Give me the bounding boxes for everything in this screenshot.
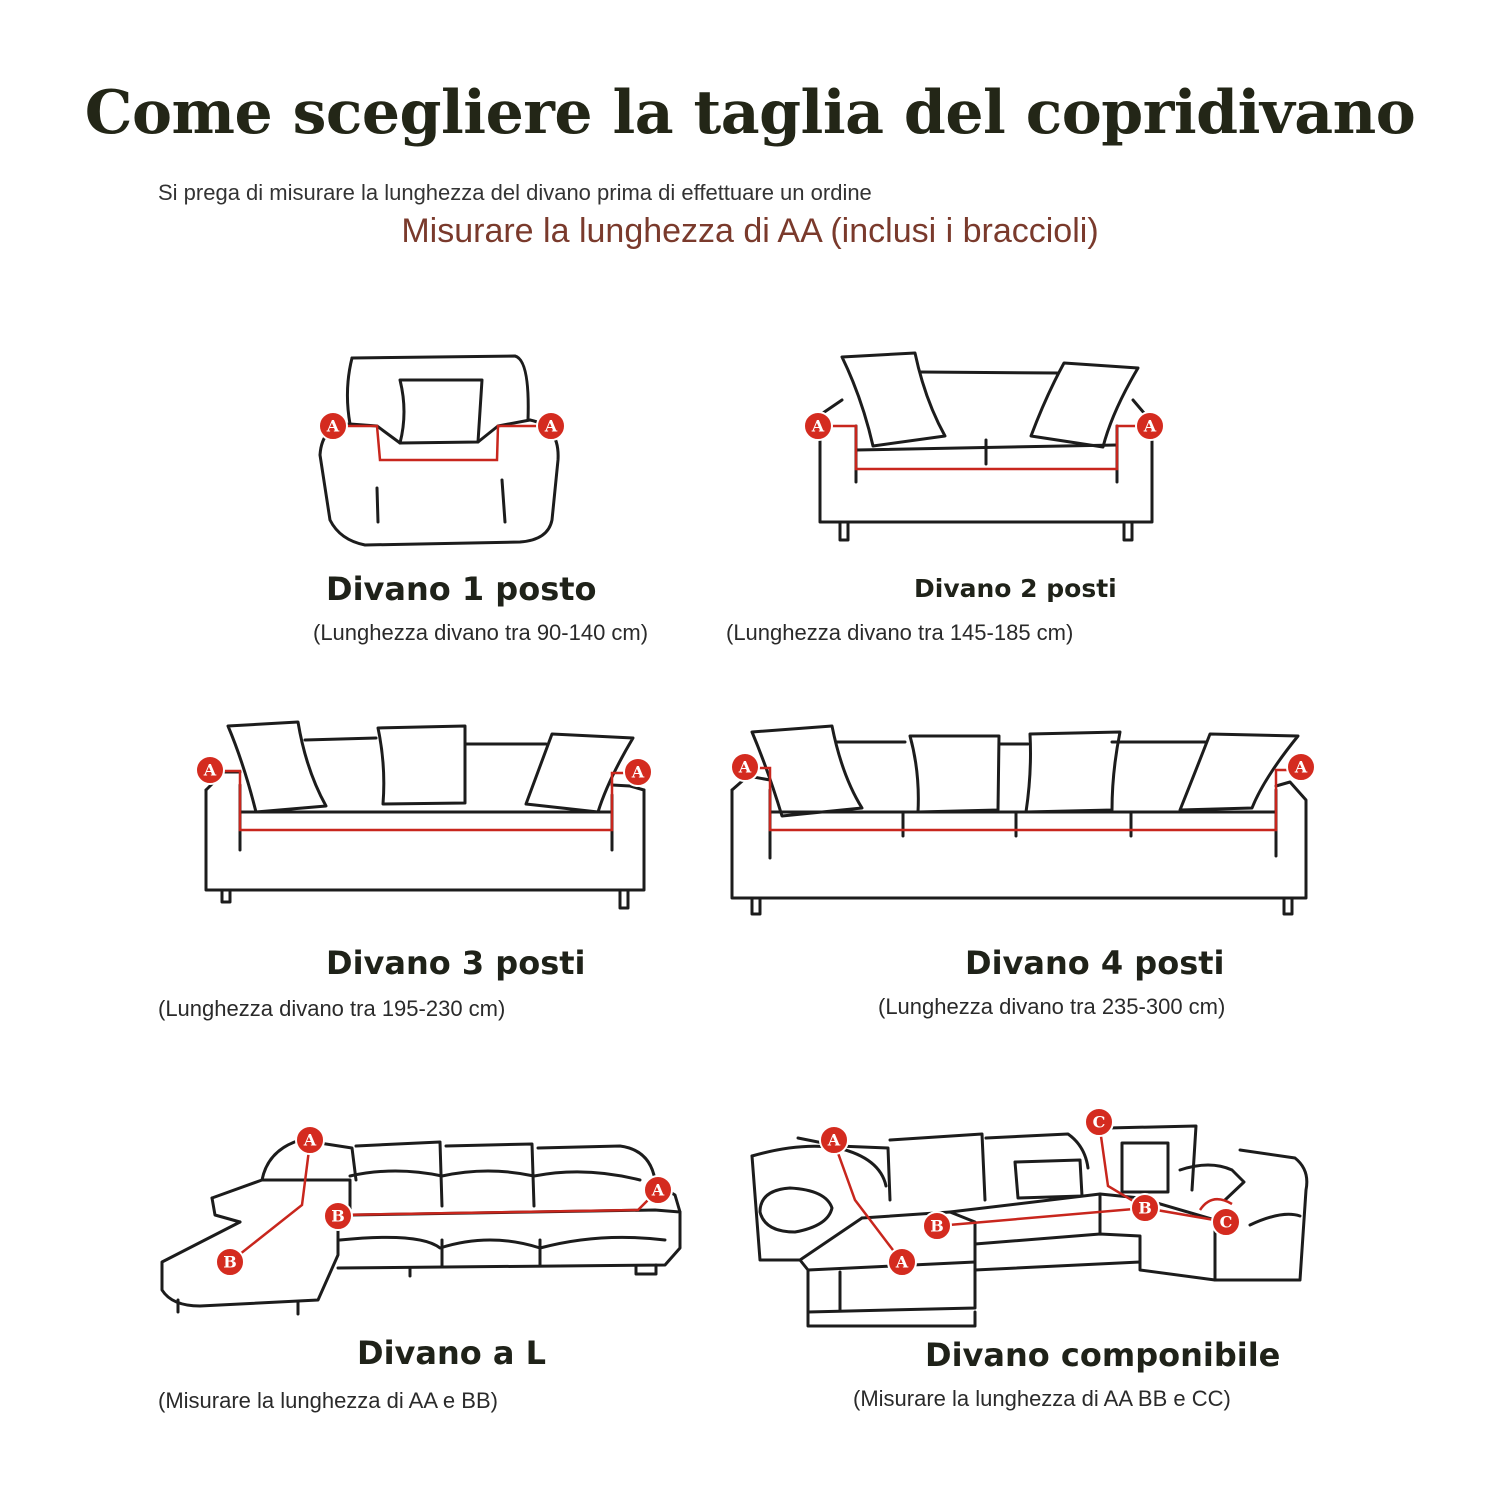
- sofa-name-3-seat: Divano 3 posti: [326, 944, 586, 982]
- svg-text:A: A: [895, 1252, 909, 1272]
- svg-text:A: A: [738, 757, 752, 777]
- sofa-range-1-seat: (Lunghezza divano tra 90-140 cm): [313, 620, 649, 645]
- sofa-range-4-seat: (Lunghezza divano tra 235-300 cm): [878, 994, 1226, 1019]
- svg-text:B: B: [930, 1216, 944, 1236]
- page-title: Come scegliere la taglia del copridivano: [84, 78, 1416, 148]
- sofa-name-1-seat: Divano 1 posto: [326, 570, 597, 608]
- marker-c-top: [1085, 1108, 1113, 1136]
- sofa-range-modular: (Misurare la lunghezza di AA BB e CC): [853, 1386, 1231, 1411]
- sofa-range-l-shape: (Misurare la lunghezza di AA e BB): [158, 1388, 498, 1413]
- sofa-name-l-shape: Divano a L: [357, 1334, 547, 1372]
- svg-text:A: A: [811, 416, 825, 436]
- marker-b-left: [923, 1212, 951, 1240]
- svg-text:A: A: [827, 1130, 841, 1150]
- svg-text:A: A: [203, 760, 217, 780]
- measure-instruction: Misurare la lunghezza di AA (inclusi i braccioli): [401, 212, 1099, 250]
- sofa-name-4-seat: Divano 4 posti: [965, 944, 1225, 982]
- svg-text:C: C: [1092, 1112, 1106, 1132]
- svg-text:C: C: [1219, 1212, 1233, 1232]
- page-subtitle: Si prega di misurare la lunghezza del divano prima di effettuare un ordine: [158, 180, 872, 205]
- sofa-name-2-seat: Divano 2 posti: [914, 574, 1117, 603]
- svg-text:A: A: [326, 416, 340, 436]
- svg-text:A: A: [544, 416, 558, 436]
- marker-c-right: [1212, 1208, 1240, 1236]
- sofa-range-2-seat: (Lunghezza divano tra 145-185 cm): [726, 620, 1074, 645]
- svg-text:A: A: [631, 762, 645, 782]
- svg-text:A: A: [303, 1130, 317, 1150]
- svg-text:B: B: [1138, 1198, 1152, 1218]
- svg-text:A: A: [1143, 416, 1157, 436]
- svg-text:B: B: [331, 1206, 345, 1226]
- sofa-name-modular: Divano componibile: [925, 1336, 1281, 1374]
- svg-text:A: A: [651, 1180, 665, 1200]
- marker-b-right: [1131, 1194, 1159, 1222]
- svg-text:A: A: [1294, 757, 1308, 777]
- marker-a-top: [820, 1126, 848, 1154]
- sofa-range-3-seat: (Lunghezza divano tra 195-230 cm): [158, 996, 506, 1021]
- svg-text:B: B: [223, 1252, 237, 1272]
- marker-a-bottom: [888, 1248, 916, 1276]
